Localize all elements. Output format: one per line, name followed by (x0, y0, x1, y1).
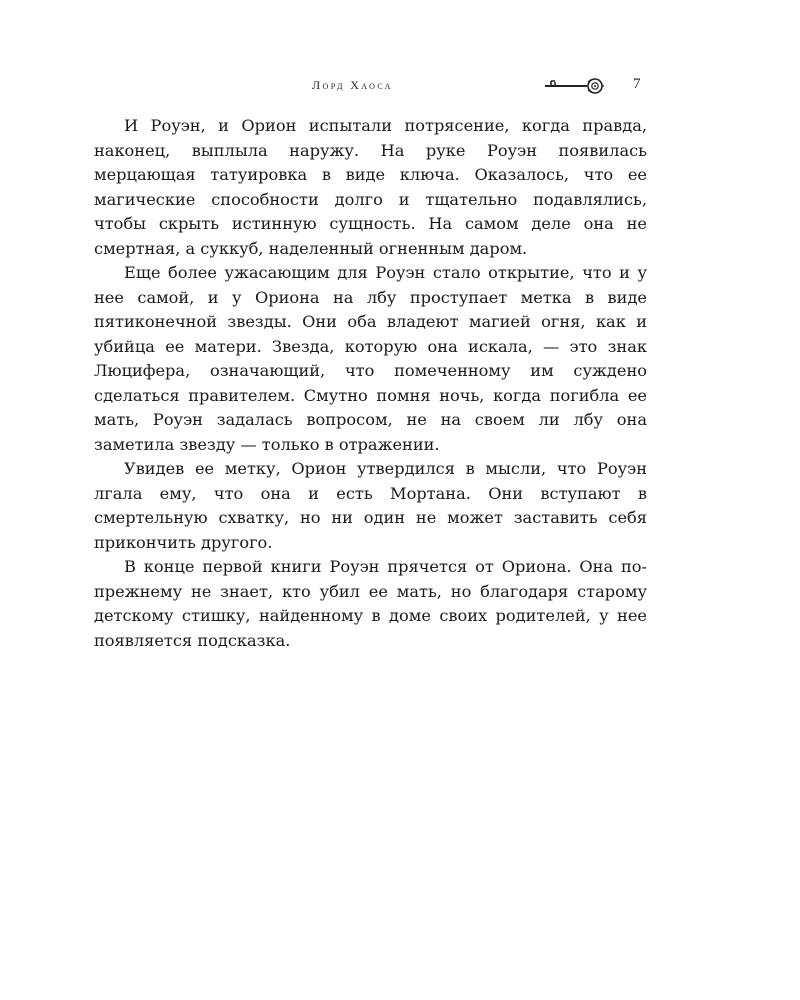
running-head-title: Лорд Хаоса (312, 78, 393, 92)
page-number: 7 (633, 76, 641, 92)
body-text (94, 114, 647, 653)
key-icon (543, 76, 605, 96)
paragraph: Увидев ее метку, Орион утвердился в мысли, что Роуэн лгала ему, что она и есть Мортана. Они вступают в смертельную схватку, но ни один не может заставить себя прикончить другого. (94, 459, 647, 552)
running-head (0, 76, 800, 98)
paragraph: В конце первой книги Роуэн прячется от Ориона. Она по-прежнему не знает, кто убил ее мать, но благодаря старому детскому стишку, найденному в доме своих родителей, у нее появляется подсказка. (94, 557, 647, 650)
paragraph: И Роуэн, и Орион испытали потрясение, когда правда, наконец, выплыла наружу. На руке Роуэн появилась мерцающая татуировка в виде ключа. Оказалось, что ее магические способности долго и тщательно подавлялись, чтобы скрыть истинную сущность. На самом деле она не смертная, а суккуб, наделенный огненным даром. (94, 116, 647, 258)
paragraph: Еще более ужасающим для Роуэн стало открытие, что и у нее самой, и у Ориона на лбу проступает метка в виде пятиконечной звезды. Они оба владеют магией огня, как и убийца ее матери. Звезда, которую она искала, — это знак Люцифера, означающий, что помеченному им суждено сделаться правителем. Смутно помня ночь, когда погибла ее мать, Роуэн задалась вопросом, не на своем ли лбу она заметила звезду — только в отражении. (94, 263, 647, 454)
